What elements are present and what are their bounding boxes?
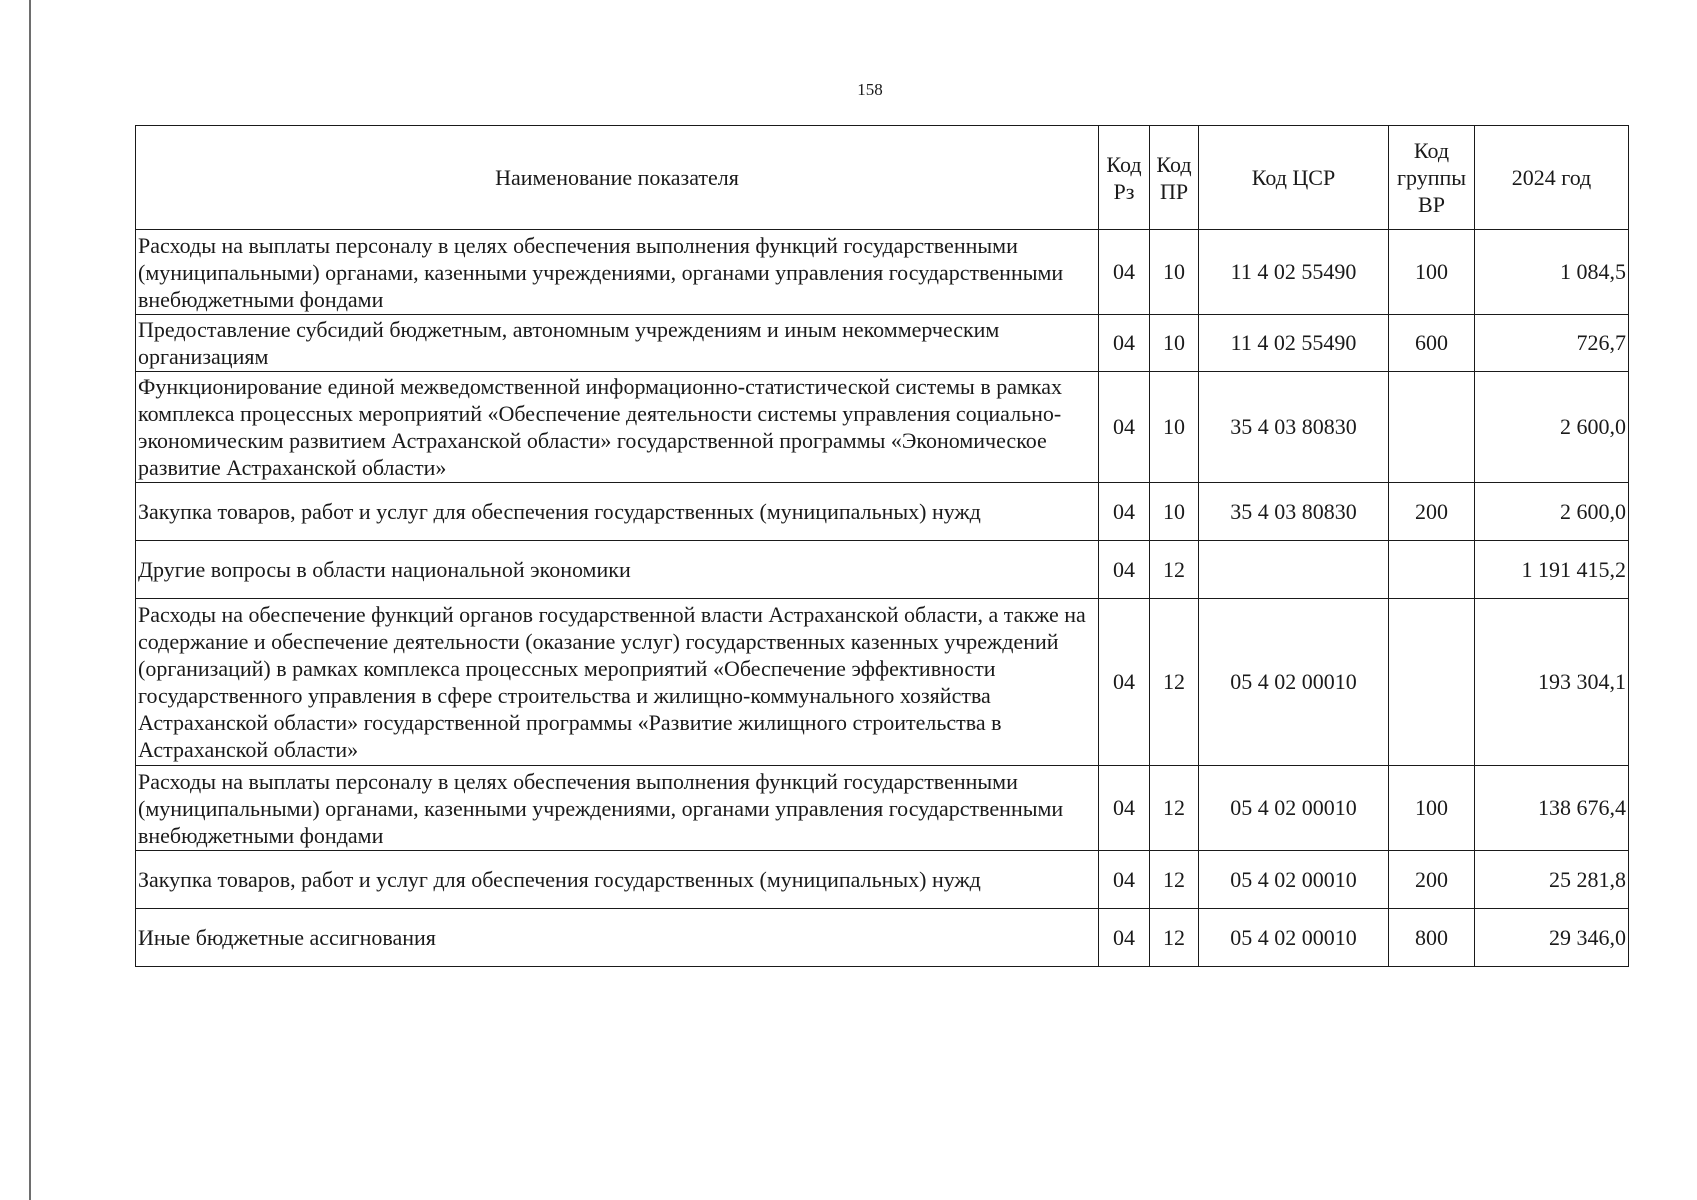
table-row — [136, 766, 1629, 851]
row-pr: 10 — [1150, 230, 1199, 315]
row-amount: 726,7 — [1475, 315, 1629, 372]
row-csr: 05 4 02 00010 — [1199, 909, 1389, 967]
row-rz: 04 — [1099, 315, 1150, 372]
row-pr: 12 — [1150, 541, 1199, 599]
row-name: Расходы на выплаты персоналу в целях обеспечения выполнения функций государственными (муниципальными) органами, казенными учреждениями, органами управления государственными внебюджетными фондами — [136, 766, 1099, 851]
row-name: Закупка товаров, работ и услуг для обеспечения государственных (муниципальных) нужд — [136, 851, 1099, 909]
row-csr: 05 4 02 00010 — [1199, 599, 1389, 766]
row-pr: 12 — [1150, 599, 1199, 766]
row-vr — [1389, 599, 1475, 766]
header-name: Наименование показателя — [136, 126, 1099, 230]
row-name: Закупка товаров, работ и услуг для обеспечения государственных (муниципальных) нужд — [136, 483, 1099, 541]
budget-table — [135, 125, 1629, 967]
row-vr: 800 — [1389, 909, 1475, 967]
table-row — [136, 483, 1629, 541]
header-pr: Код ПР — [1150, 126, 1199, 230]
row-csr: 11 4 02 55490 — [1199, 230, 1389, 315]
row-name: Иные бюджетные ассигнования — [136, 909, 1099, 967]
row-rz: 04 — [1099, 372, 1150, 483]
page-left-edge — [29, 0, 31, 1200]
row-rz: 04 — [1099, 230, 1150, 315]
row-vr: 600 — [1389, 315, 1475, 372]
header-year: 2024 год — [1475, 126, 1629, 230]
table-row — [136, 372, 1629, 483]
table-row — [136, 851, 1629, 909]
row-rz: 04 — [1099, 909, 1150, 967]
row-pr: 12 — [1150, 766, 1199, 851]
header-vr: Код группы ВР — [1389, 126, 1475, 230]
row-rz: 04 — [1099, 851, 1150, 909]
row-amount: 2 600,0 — [1475, 483, 1629, 541]
row-name: Функционирование единой межведомственной информационно-статистической системы в рамках комплекса процессных мероприятий «Обеспечение деятельности системы управления социально-экономическим развитием Астраханской области» государственной программы «Экономическое развитие Астраханской области» — [136, 372, 1099, 483]
row-amount: 1 191 415,2 — [1475, 541, 1629, 599]
row-vr: 100 — [1389, 230, 1475, 315]
row-name: Предоставление субсидий бюджетным, автономным учреждениям и иным некоммерческим организациям — [136, 315, 1099, 372]
row-vr: 100 — [1389, 766, 1475, 851]
table-header-row — [136, 126, 1629, 230]
table-row — [136, 315, 1629, 372]
row-pr: 12 — [1150, 909, 1199, 967]
row-amount: 29 346,0 — [1475, 909, 1629, 967]
table-row — [136, 230, 1629, 315]
row-pr: 10 — [1150, 315, 1199, 372]
table-row — [136, 541, 1629, 599]
row-csr — [1199, 541, 1389, 599]
row-rz: 04 — [1099, 599, 1150, 766]
header-rz: Код Рз — [1099, 126, 1150, 230]
row-csr: 35 4 03 80830 — [1199, 483, 1389, 541]
row-vr — [1389, 372, 1475, 483]
row-name: Другие вопросы в области национальной экономики — [136, 541, 1099, 599]
row-name: Расходы на выплаты персоналу в целях обеспечения выполнения функций государственными (муниципальными) органами, казенными учреждениями, органами управления государственными внебюджетными фондами — [136, 230, 1099, 315]
row-rz: 04 — [1099, 541, 1150, 599]
row-vr: 200 — [1389, 483, 1475, 541]
row-rz: 04 — [1099, 483, 1150, 541]
row-pr: 12 — [1150, 851, 1199, 909]
row-csr: 05 4 02 00010 — [1199, 766, 1389, 851]
row-pr: 10 — [1150, 483, 1199, 541]
row-amount: 193 304,1 — [1475, 599, 1629, 766]
page-number: 158 — [857, 80, 883, 99]
header-csr: Код ЦСР — [1199, 126, 1389, 230]
row-rz: 04 — [1099, 766, 1150, 851]
table-row — [136, 599, 1629, 766]
row-amount: 2 600,0 — [1475, 372, 1629, 483]
row-csr: 05 4 02 00010 — [1199, 851, 1389, 909]
row-amount: 1 084,5 — [1475, 230, 1629, 315]
row-pr: 10 — [1150, 372, 1199, 483]
row-csr: 11 4 02 55490 — [1199, 315, 1389, 372]
row-csr: 35 4 03 80830 — [1199, 372, 1389, 483]
row-vr: 200 — [1389, 851, 1475, 909]
row-amount: 138 676,4 — [1475, 766, 1629, 851]
row-amount: 25 281,8 — [1475, 851, 1629, 909]
row-vr — [1389, 541, 1475, 599]
row-name: Расходы на обеспечение функций органов государственной власти Астраханской области, а также на содержание и обеспечение деятельности (оказание услуг) государственных казенных учреждений (организаций) в рамках комплекса процессных мероприятий «Обеспечение эффективности государственного управления в сфере строительства и жилищно-коммунального хозяйства Астраханской области» государственной программы «Развитие жилищного строительства в Астраханской области» — [136, 599, 1099, 766]
table-row — [136, 909, 1629, 967]
